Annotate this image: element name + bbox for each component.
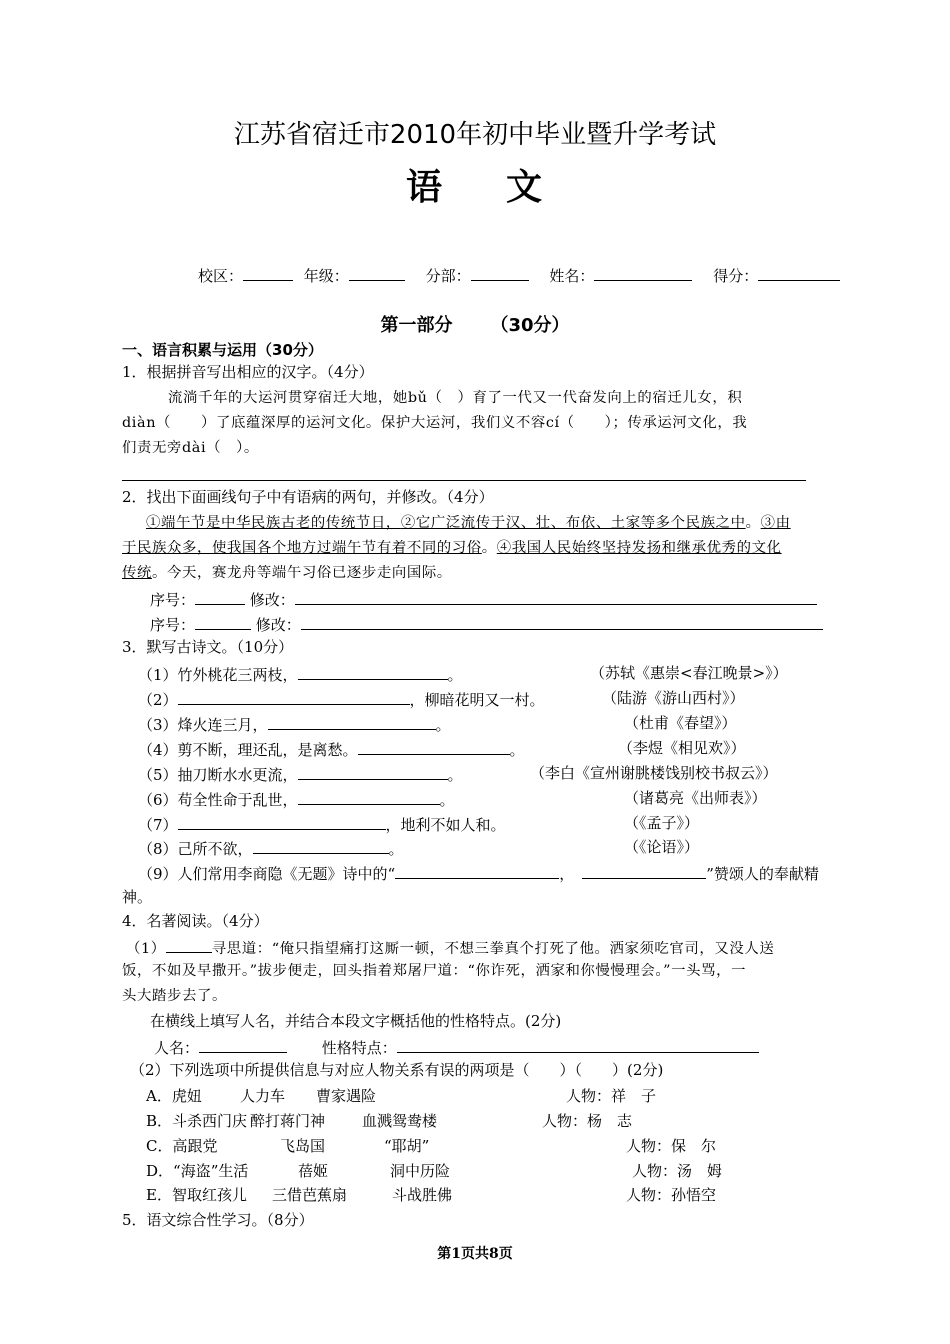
q4-trait-label: 性格特点： — [321, 1039, 397, 1057]
q4-p1-task: 在横线上填写人名，并结合本段文字概括他的性格特点。(2分) — [150, 1012, 562, 1030]
q4-option-b-label: B．斗杀西门庆 — [146, 1112, 248, 1130]
q4-option-e-person: 人物：孙悟空 — [626, 1186, 717, 1204]
q3-item-6-pre: （6）苟全性命于乱世， — [138, 791, 298, 809]
q3-item-1-pre: （1）竹外桃花三两枝， — [138, 666, 298, 684]
seq-label: 序号： — [150, 616, 196, 634]
q3-item-2-source: （陆游《游山西村》） — [602, 689, 745, 707]
division-blank[interactable] — [471, 264, 529, 281]
q3-item-4-source: （李煜《相见欢》） — [618, 739, 746, 757]
school-label: 校区： — [198, 267, 244, 285]
q3-item-1-blank[interactable] — [298, 663, 448, 680]
q4-option-b-c: 血溅鸳鸯楼 — [362, 1112, 438, 1130]
q4-passage-line-3: 头大踏步去了。 — [122, 988, 227, 1004]
division-label: 分部： — [425, 267, 471, 285]
q4-option-e-b: 三借芭蕉扇 — [272, 1186, 348, 1204]
q3-item-8-source: （《论语》） — [624, 838, 700, 856]
q3-item-3-blank[interactable] — [268, 713, 436, 730]
subject-char-1: 语 — [405, 167, 444, 208]
student-info-line — [198, 264, 840, 286]
grade-blank[interactable] — [349, 264, 405, 281]
q4-option-c-c: “耶胡” — [384, 1137, 430, 1155]
q2-period-1: 。 — [745, 515, 761, 531]
q3-stem: 3．默写古诗文。（10分） — [122, 638, 294, 656]
q2-tail: 。今天，赛龙舟等端午习俗已逐步走向国际。 — [151, 565, 452, 581]
q4-p1-l1: 寻思道：“俺只指望痛打这厮一顿，不想三拳真个打死了他。洒家须吃官司，又没人送 — [211, 941, 775, 957]
part-title: 第一部分 — [380, 315, 453, 336]
q4-p1-answer-row — [154, 1036, 759, 1058]
q4-option-e-label: E．智取红孩儿 — [146, 1186, 247, 1204]
q4-p1-pre: （1） — [126, 941, 166, 957]
q4-p1-blank[interactable] — [166, 936, 212, 953]
q2-period-2: 。 — [481, 540, 497, 556]
q4-option-a-b: 人力车 — [240, 1087, 286, 1105]
q3-item-8-pre: （8）己所不欲， — [138, 840, 253, 858]
q4-p2-stem: （2）下列选项中所提供信息与对应人物关系有误的两项是（ ）（ ）(2分) — [130, 1061, 664, 1079]
q4-option-b-b: 醉打蒋门神 — [250, 1112, 326, 1130]
q4-trait-blank[interactable] — [397, 1036, 759, 1053]
q3-item-7-post: ，地利不如人和。 — [385, 816, 506, 834]
q4-option-b-person: 人物：杨 志 — [542, 1112, 633, 1130]
grade-label: 年级： — [303, 267, 349, 285]
q1-stem: 1．根据拼音写出相应的汉字。（4分） — [122, 363, 374, 381]
q3-item-6-source: （诸葛亮《出师表》） — [624, 789, 767, 807]
school-blank[interactable] — [243, 264, 293, 281]
q3-item-3 — [138, 713, 451, 735]
q3-item-2-blank[interactable] — [178, 688, 410, 705]
q3-item-6-post: 。 — [439, 791, 455, 809]
q3-item-4-pre: （4）剪不断，理还乱，是离愁。 — [138, 741, 358, 759]
q3-item-7-blank[interactable] — [178, 813, 386, 830]
q3-item-7 — [138, 813, 506, 835]
q3-item-4 — [138, 738, 525, 760]
q3-item-6-blank[interactable] — [298, 788, 440, 805]
q3-item-5-blank[interactable] — [298, 763, 448, 780]
q3-item-5-post: 。 — [447, 766, 463, 784]
score-blank[interactable] — [758, 264, 840, 281]
q4-stem: 4．名著阅读。（4分） — [122, 912, 269, 930]
q2-answer-row-1 — [150, 588, 817, 610]
q3-item-9-tail: 神。 — [122, 888, 153, 906]
seq-blank-1[interactable] — [195, 588, 245, 605]
q3-item-5 — [138, 763, 463, 785]
q4-option-d-b: 蓓姬 — [298, 1162, 329, 1180]
q3-item-6 — [138, 788, 455, 810]
q4-option-a-label: A．虎妞 — [146, 1087, 202, 1105]
q3-item-5-source: （李白《宣州谢朓楼饯别校书叔云》） — [530, 764, 778, 782]
fix-blank-2[interactable] — [301, 613, 823, 630]
q3-item-9-blank-1[interactable] — [395, 862, 559, 879]
q3-item-8-post: 。 — [388, 840, 404, 858]
q1-text-line-2: diàn（ ）了底蕴深厚的运河文化。保护大运河，我们义不容cí（ ）；传承运河文化，我 — [122, 415, 748, 431]
q5-stem: 5．语文综合性学习。（8分） — [122, 1211, 314, 1229]
q4-passage-line-1 — [126, 936, 774, 959]
q4-option-e-c: 斗战胜佛 — [392, 1186, 453, 1204]
score-label: 得分： — [713, 267, 759, 285]
name-label: 姓名： — [549, 267, 595, 285]
fix-label: 修改： — [255, 616, 301, 634]
q1-text-line-1: 流淌千年的大运河贯穿宿迁大地，她bǔ（ ）育了一代又一代奋发向上的宿迁儿女，积 — [168, 390, 743, 406]
seq-blank-2[interactable] — [195, 613, 251, 630]
q3-item-5-pre: （5）抽刀断水水更流， — [138, 766, 298, 784]
subject-char-2: 文 — [506, 167, 545, 208]
q3-item-9-mid: ， — [559, 865, 575, 883]
q2-passage-line-3 — [122, 563, 452, 583]
q2-sentence-3a: ③由 — [760, 515, 791, 531]
q3-item-7-pre: （7） — [138, 816, 178, 834]
q4-option-c-person: 人物：保 尔 — [626, 1137, 717, 1155]
q4-option-d-c: 洞中历险 — [390, 1162, 451, 1180]
q3-item-9 — [138, 862, 819, 884]
q3-item-1-post: 。 — [447, 666, 463, 684]
q3-item-2 — [138, 688, 545, 710]
q4-option-d-person: 人物：汤 姆 — [632, 1162, 723, 1180]
q3-item-3-post: 。 — [435, 716, 451, 734]
part-heading — [0, 314, 950, 338]
q4-name-blank[interactable] — [199, 1036, 287, 1053]
q3-item-9-blank-2[interactable] — [582, 862, 706, 879]
q2-stem: 2．找出下面画线句子中有语病的两句，并修改。（4分） — [122, 488, 494, 506]
q3-item-9-pre: （9）人们常用李商隐《无题》诗中的“ — [138, 865, 396, 883]
q3-item-4-post: 。 — [509, 741, 525, 759]
q4-name-label: 人名： — [154, 1039, 200, 1057]
q2-answer-row-2 — [150, 613, 823, 635]
q2-sentence-2: ②它广泛流传于汉、壮、布依、土家等多个民族之中 — [400, 515, 746, 531]
q1-answer-line[interactable] — [122, 480, 806, 481]
q3-item-1-source: （苏轼《惠崇<春江晚景>》） — [590, 664, 788, 682]
q3-item-3-pre: （3）烽火连三月， — [138, 716, 268, 734]
section-heading: 一、语言积累与运用（30分） — [122, 341, 323, 359]
q2-sentence-4a: ④我国人民始终坚持发扬和继承优秀的文化 — [496, 540, 782, 556]
q4-option-c-b: 飞岛国 — [280, 1137, 326, 1155]
q3-item-8 — [138, 837, 404, 859]
fix-label: 修改： — [249, 591, 295, 609]
q4-option-a-c: 曹家遇险 — [316, 1087, 377, 1105]
q3-item-4-blank[interactable] — [358, 738, 510, 755]
name-blank[interactable] — [594, 264, 692, 281]
q3-item-2-pre: （2） — [138, 691, 178, 709]
q4-option-a-person: 人物：祥 子 — [566, 1087, 657, 1105]
q2-passage-line-2 — [122, 538, 782, 558]
q2-sentence-4b: 传统 — [122, 565, 152, 581]
q3-item-3-source: （杜甫《春望》） — [624, 714, 737, 732]
q2-passage-line-1 — [146, 513, 791, 533]
part-points: （30分） — [490, 315, 570, 336]
q4-option-d-label: D．“海盗”生活 — [146, 1162, 249, 1180]
page-number: 第1页共8页 — [437, 1246, 513, 1262]
q4-option-c-label: C．高跟党 — [146, 1137, 218, 1155]
q3-item-2-post: ，柳暗花明又一村。 — [409, 691, 545, 709]
q2-sentence-1: ①端午节是中华民族古老的传统节日， — [146, 515, 401, 531]
subject-title — [0, 166, 950, 210]
q3-item-1 — [138, 663, 463, 685]
q3-item-9-post: ”赞颂人的奉献精 — [706, 865, 819, 883]
seq-label: 序号： — [150, 591, 196, 609]
q3-item-8-blank[interactable] — [253, 837, 389, 854]
exam-title: 江苏省宿迁市2010年初中毕业暨升学考试 — [233, 120, 717, 150]
q1-text-line-3: 们责无旁dài（ ）。 — [122, 440, 259, 456]
q2-sentence-3b: 于民族众多，使我国各个地方过端午节有着不同的习俗 — [122, 540, 482, 556]
fix-blank-1[interactable] — [295, 588, 817, 605]
q4-passage-line-2: 饭，不如及早撒开。”拔步便走，回头指着郑屠尸道：“你诈死，洒家和你慢慢理会。”一头骂，一 — [122, 963, 747, 979]
q3-item-7-source: （《孟子》） — [624, 814, 700, 832]
